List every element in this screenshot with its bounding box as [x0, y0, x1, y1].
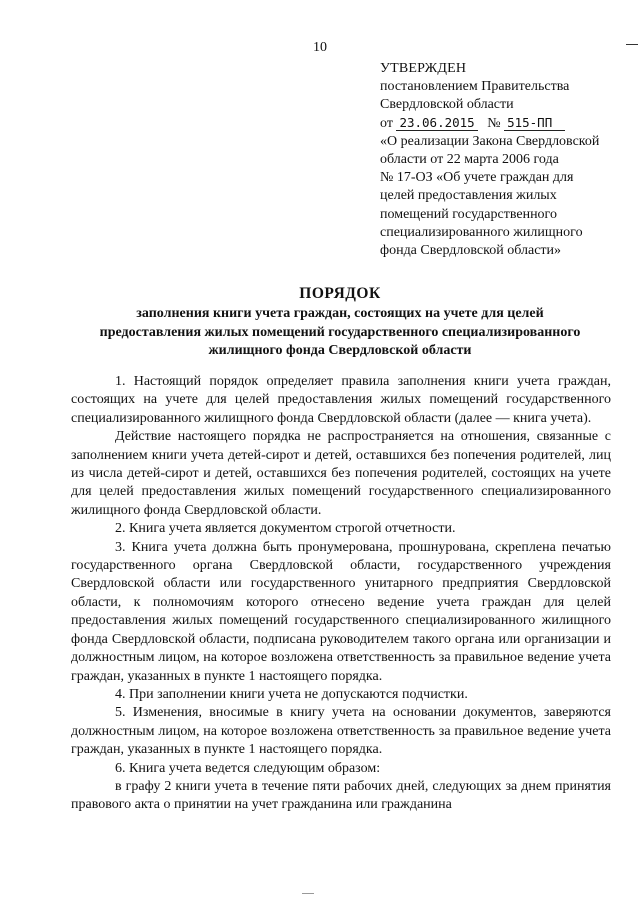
approval-desc-line: помещений государственного — [380, 206, 557, 222]
number-prefix: № — [487, 115, 501, 131]
paragraph: 4. При заполнении книги учета не допускаются подчистки. — [115, 686, 468, 702]
scan-mark — [302, 893, 314, 894]
paragraph: 3. Книга учета должна быть пронумерована, прошнурована, скреплена печатью государственного органа Свердловской области, государственного учреждения Свердловской области или государственного унитарного предприятия Свердловской области, к полномочиям которого отнесено ведение учета граждан для целей предоставления жилых помещений государственного специализированного жилищного фонда Свердловской области, подписана руководителем такого органа или организации и должностным лицом, на которое возложена ответственность за правильное ведение учета граждан, указанных в пункте 1 настоящего порядка. — [71, 539, 611, 684]
margin-mark — [626, 44, 638, 45]
paragraph: в графу 2 книги учета в течение пяти рабочих дней, следующих за днем принятия правового акта о принятии на учет гражданина или гражданина — [71, 778, 611, 813]
document-body — [71, 373, 611, 815]
approval-desc-line: фонда Свердловской области» — [380, 243, 562, 259]
date-prefix: от — [380, 115, 393, 131]
paragraph: 2. Книга учета является документом строгой отчетности. — [115, 521, 456, 537]
subtitle-line: заполнения книги учета граждан, состоящих на учете для целей — [136, 306, 544, 321]
paragraph: 1. Настоящий порядок определяет правила заполнения книги учета граждан, состоящих на учете для целей предоставления жилых помещений государственного специализированного жилищного фонда Свердловской области (далее — книга учета). — [71, 374, 611, 426]
subtitle-line: предоставления жилых помещений государственного специализированного — [99, 324, 581, 340]
approval-desc-line: «О реализации Закона Свердловской — [380, 133, 600, 149]
approval-date-row — [380, 115, 630, 133]
approval-desc-line: специализированного жилищного — [380, 224, 583, 240]
approval-date: 23.06.2015 — [396, 116, 477, 131]
page-number: 10 — [313, 40, 327, 55]
approval-block — [380, 60, 630, 260]
subtitle-line: жилищного фонда Свердловской области — [208, 343, 472, 358]
document-title: ПОРЯДОК — [299, 285, 381, 302]
approval-line: постановлением Правительства — [380, 79, 570, 95]
paragraph: 6. Книга учета ведется следующим образом: — [115, 760, 381, 776]
paragraph: Действие настоящего порядка не распространяется на отношения, связанные с заполнением книги учета детей-сирот и детей, оставшихся без попечения родителей, лиц из числа детей-сирот и детей, оставшихся без попечения родителей, состоящих на учете для целей предоставления жилых помещений государственного специализированного жилищного фонда Свердловской области. — [71, 429, 611, 518]
paragraph: 5. Изменения, вносимые в книгу учета на основании документов, заверяются должностным лицом, на которое возложена ответственность за правильное ведение учета граждан, указанных в пункте 1 настоящего порядка. — [71, 705, 611, 758]
approval-number: 515-ПП — [504, 116, 565, 131]
approval-desc-line: № 17-ОЗ «Об учете граждан для — [380, 170, 574, 186]
approval-desc-line: области от 22 марта 2006 года — [380, 152, 559, 168]
approval-title: УТВЕРЖДЕН — [380, 61, 467, 76]
approval-line: Свердловской области — [380, 97, 514, 113]
document-subtitle — [40, 305, 640, 361]
approval-desc-line: целей предоставления жилых — [380, 188, 557, 204]
